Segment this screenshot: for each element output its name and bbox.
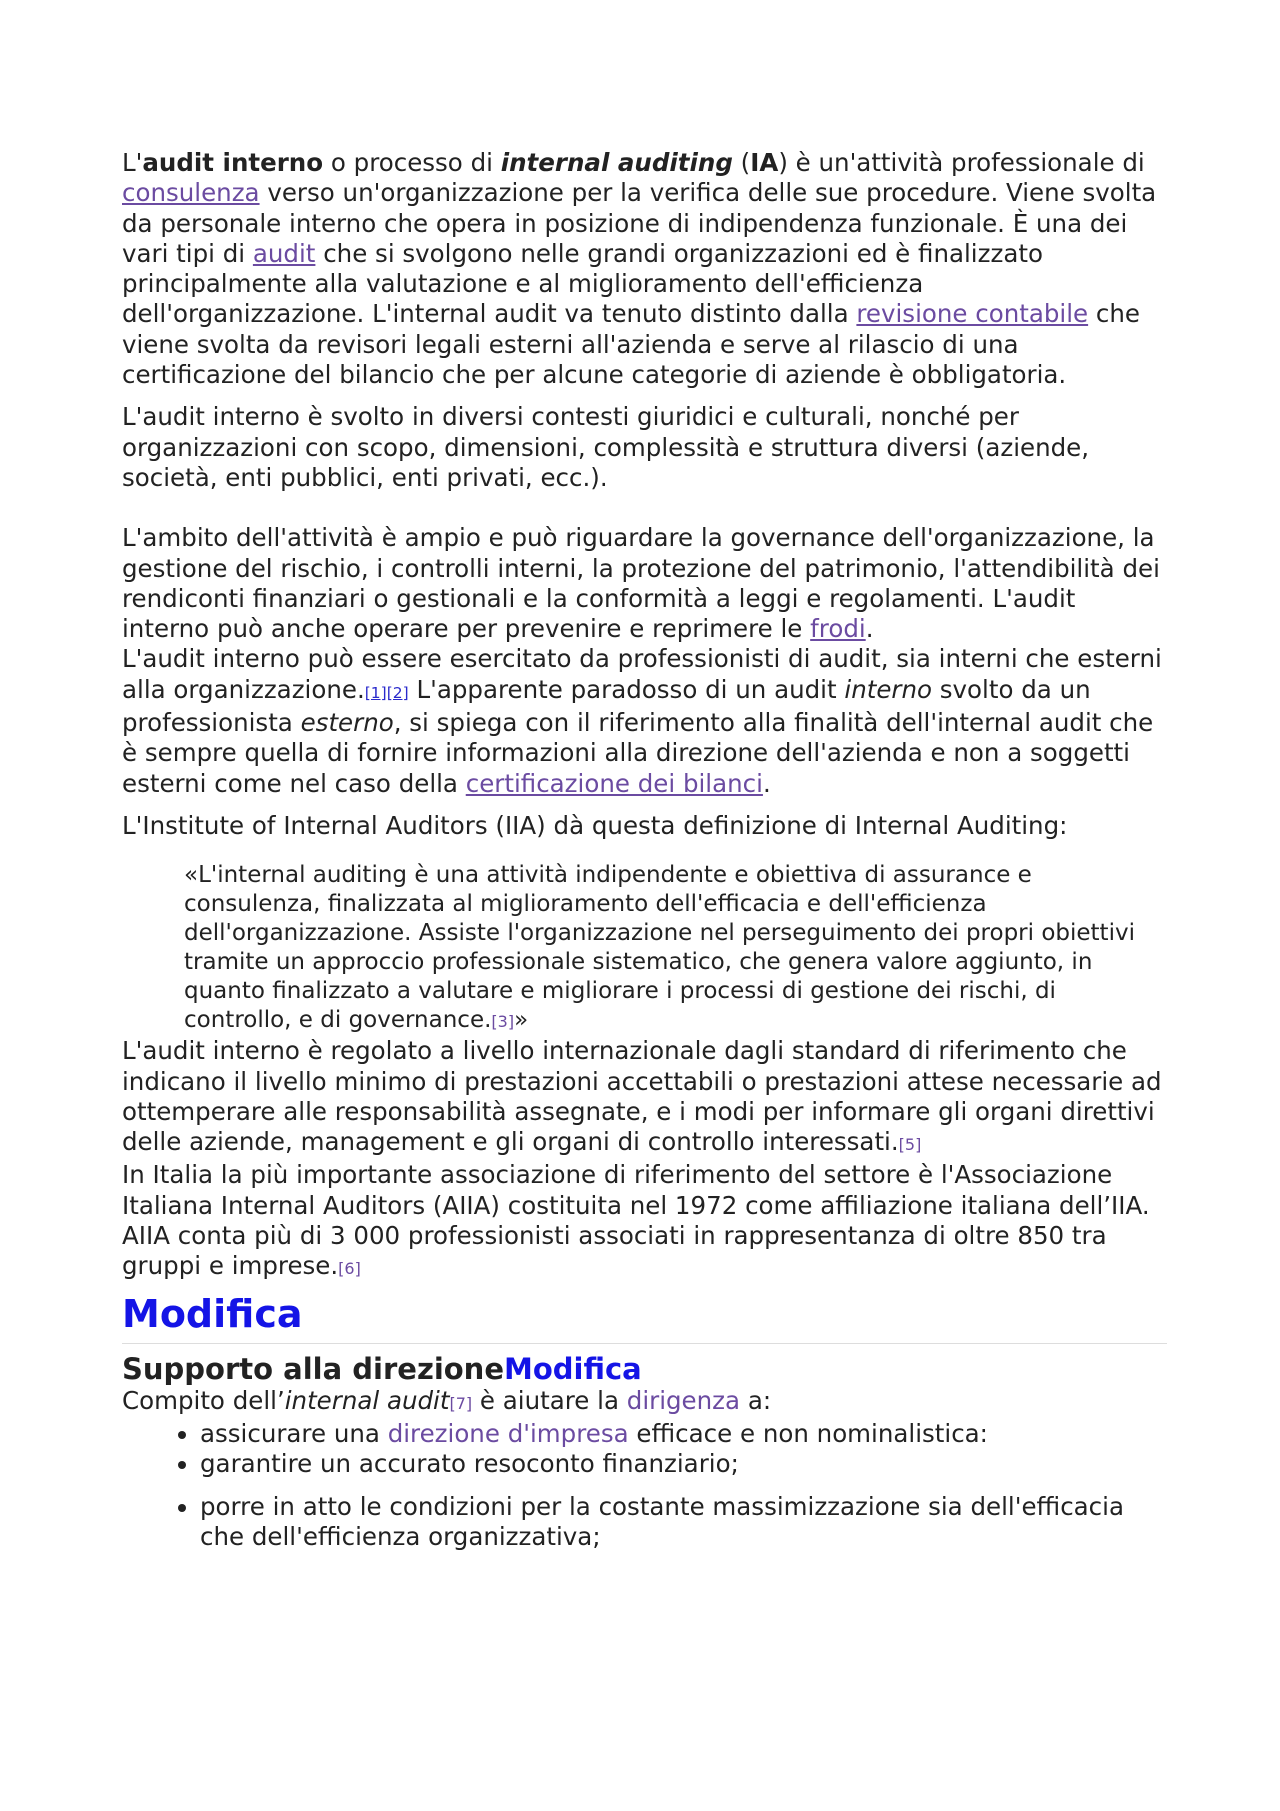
text: (: [732, 148, 751, 177]
subsection-title: Supporto alla direzione: [122, 1351, 504, 1386]
reference-link-1[interactable]: [1]: [364, 683, 387, 702]
bold-term-audit-interno: audit interno: [142, 148, 324, 177]
bold-italic-term-internal-auditing: internal auditing: [500, 148, 733, 177]
reference-link-2[interactable]: [2]: [386, 683, 409, 702]
subsection-edit-link[interactable]: Modifica: [504, 1351, 642, 1386]
italic-esterno: esterno: [300, 708, 394, 738]
scope-paragraph: [122, 523, 1167, 644]
text: L'ambito dell'attività è ampio e può riguardare la governance dell'organizzazione, la gestione del rischio, i controlli interni, la protezione del patrimonio, l'attendibilità dei rendiconti finanziari o gestionali e la conformità a leggi e regolamenti. L'audit interno può anche operare per prevenire e reprimere le: [122, 523, 1160, 644]
quote-text: «L'internal auditing è una attività indipendente e obiettiva di assurance e consulenza, finalizzata al miglioramento dell'efficacia e dell'efficienza dell'organizzazione. Assiste l'organizzazione nel perseguimento dei propri obiettivi tramite un approccio professionale sistematico, che genera valore aggiunto, in quanto finalizzato a valutare e migliorare i processi di gestione dei rischi, di controllo, e di governance.: [184, 862, 1135, 1034]
text: L'audit interno può essere esercitato da professionisti di audit, sia interni che esterni alla organizzazione.: [122, 644, 1162, 704]
text: svolto da un professionista: [122, 674, 1091, 738]
task-intro-paragraph: [122, 1386, 1167, 1419]
section-edit-heading[interactable]: Modifica: [122, 1291, 1167, 1344]
reference-link-5[interactable]: [5]: [898, 1135, 922, 1155]
list-item: [200, 1419, 1167, 1449]
list-item: • garantire un accurato resoconto finanziario;: [200, 1449, 1167, 1479]
task-list: [122, 1419, 1167, 1552]
list-item: • porre in atto le condizioni per la costante massimizzazione sia dell'efficacia che dell'efficienza organizzativa;: [200, 1492, 1167, 1553]
reference-link-6[interactable]: [6]: [338, 1259, 361, 1279]
text: .: [762, 768, 771, 798]
italic-internal-audit: internal audit: [284, 1385, 450, 1415]
link-consulenza[interactable]: consulenza: [122, 178, 260, 208]
reference-link-7[interactable]: [7]: [449, 1393, 473, 1413]
professionals-paragraph: [122, 644, 1167, 798]
text: L': [122, 148, 143, 177]
link-audit[interactable]: audit: [252, 238, 316, 268]
text: L'apparente paradosso di un audit: [408, 674, 845, 704]
text: L'audit interno è regolato a livello internazionale dagli standard di riferimento che indicano il livello minimo di prestazioni accettabili o prestazioni attese necessarie ad ottemperare alle responsabilità assegnate, e i modi per informare gli organi direttivi delle aziende, management e gli organi di controllo interessati.: [122, 1036, 1162, 1157]
text: , si spiega con il riferimento alla finalità dell'internal audit che è sempre quella di fornire informazioni alla direzione dell'azienda e non a soggetti esterni come nel caso della: [122, 708, 1154, 798]
link-frodi[interactable]: frodi: [810, 614, 866, 644]
italic-interno: interno: [844, 674, 932, 704]
text: che viene svolta da revisori legali esterni all'azienda e serve al rilascio di una certificazione del bilancio che per alcune categorie di aziende è obbligatoria.: [122, 299, 1140, 390]
link-direzione-d-impresa[interactable]: direzione d'impresa: [387, 1418, 629, 1448]
iia-definition-intro: L'Institute of Internal Auditors (IIA) dà questa definizione di Internal Auditing:: [122, 810, 1068, 840]
text: In Italia la più importante associazione di riferimento del settore è l'Associazione Italiana Internal Auditors (AIIA) costituita nel 1972 come affiliazione italiana dell’IIA. AIIA conta più di 3 000 professionisti associati in rappresentanza di oltre 850 tra gruppi e imprese.: [122, 1160, 1150, 1281]
bold-term-ia: IA: [750, 148, 779, 177]
text: efficace e non nominalistica:: [628, 1418, 988, 1448]
text: a:: [740, 1385, 772, 1415]
text: è aiutare la: [472, 1385, 627, 1415]
link-certificazione-dei-bilanci[interactable]: certificazione dei bilanci: [465, 768, 763, 798]
link-dirigenza[interactable]: dirigenza: [626, 1385, 741, 1415]
subsection-heading: [122, 1352, 1167, 1386]
reference-link-3[interactable]: [3]: [491, 1012, 515, 1032]
iia-definition-quote: [184, 861, 1144, 1036]
aiia-paragraph: [122, 1160, 1167, 1284]
text: o processo di: [323, 148, 501, 177]
text: assicurare una: [200, 1418, 388, 1448]
standards-paragraph: [122, 1036, 1167, 1160]
text: che si svolgono nelle grandi organizzazioni ed è finalizzato principalmente alla valutazione e al miglioramento dell'efficienza dell'organizzazione. L'internal audit va tenuto distinto dalla: [122, 238, 1043, 329]
text: ) è un'attività professionale di: [778, 148, 1145, 177]
text: Compito dell’: [122, 1385, 285, 1415]
text: verso un'organizzazione per la verifica delle sue procedure. Viene svolta da personale interno che opera in posizione di indipendenza funzionale. È una dei vari tipi di: [122, 178, 1157, 268]
intro-paragraph: [122, 148, 1167, 390]
link-revisione-contabile[interactable]: revisione contabile: [856, 299, 1089, 329]
contexts-paragraph: L'audit interno è svolto in diversi contesti giuridici e culturali, nonché per organizzazioni con scopo, dimensioni, complessità e struttura diversi (aziende, società, enti pubblici, enti privati, ecc.).: [122, 402, 1090, 492]
text: .: [865, 614, 874, 644]
quote-close: »: [514, 1007, 529, 1034]
